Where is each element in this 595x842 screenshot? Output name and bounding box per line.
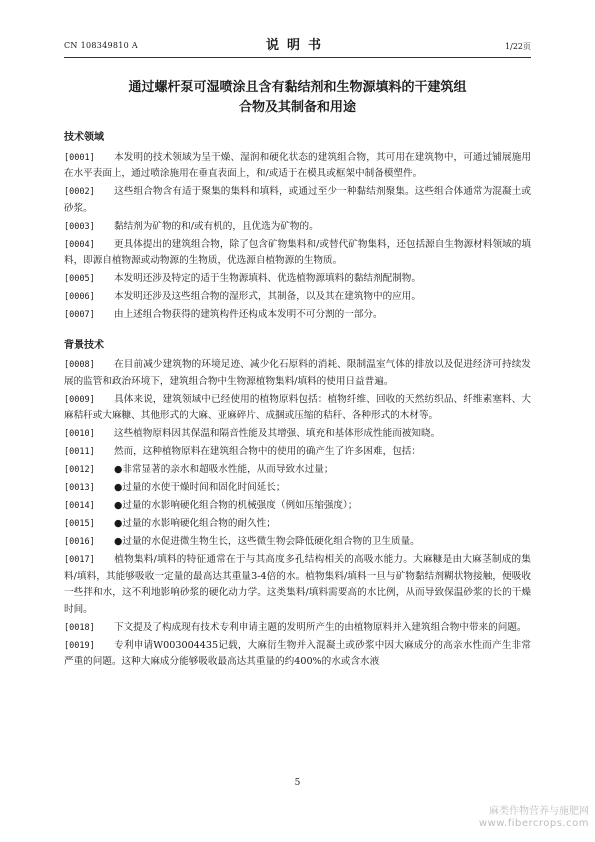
page-header: [64, 34, 531, 54]
paragraph-text: 本发明还涉及这些组合物的湿形式，其制备，以及其在建筑物中的应用。: [114, 291, 421, 302]
paragraph-number: [0005]: [64, 274, 95, 284]
paragraph-text: 本发明的技术领域为呈干燥、湿润和硬化状态的建筑组合物，其可用在建筑物中，可通过铺展施用在水平表面上，通过喷涂施用在垂直表面上，和/或适于在模具或框架中制备模塑件。: [64, 151, 531, 179]
paragraph-text: 这些植物原料因其保温和隔音性能及其增强、填充和基体形成性能而被知晓。: [114, 428, 441, 439]
paragraph-text: ●过量的水影响硬化组合物的耐久性；: [114, 518, 276, 529]
publication-number: CN 108349810 A: [64, 41, 138, 50]
paragraph-text: 然而，这种植物原料在建筑组合物中的使用的确产生了许多困难，包括：: [114, 446, 421, 457]
paragraph: [64, 150, 531, 183]
paragraph-text: 植物集料/填料的特征通常在于与其高度多孔结构相关的高吸水能力。大麻糠是由大麻茎制成的集料/填料，其能够吸收一定量的最高达其重量3-4倍的水。植物集料/填料一旦与矿物黏结剂糊状物接触，便吸收一些拌和水，这不利地影响砂浆的硬化动力学。这类集料/填料需要高的水比例，从而导致保温砂浆的长的干燥时间。: [64, 554, 531, 615]
invention-title: [64, 78, 531, 118]
paragraph-number: [0004]: [64, 239, 95, 250]
paragraph-number: [0012]: [64, 465, 95, 475]
paragraph-number: [0007]: [64, 310, 95, 320]
watermark-url: www.fibercrops.com: [478, 818, 589, 829]
paragraph-number: [0016]: [64, 537, 95, 547]
paragraph: [64, 237, 531, 270]
paragraph: [64, 219, 531, 236]
page-count: 1/22页: [505, 42, 531, 51]
paragraph-number: [0013]: [64, 483, 95, 493]
paragraph-number: [0006]: [64, 292, 95, 302]
paragraph: [64, 271, 531, 288]
paragraph-number: [0002]: [64, 187, 95, 197]
paragraph: [64, 289, 531, 306]
paragraph-number: [0001]: [64, 152, 95, 163]
paragraph: [64, 307, 531, 324]
paragraph-text: 由上述组合物获得的建筑构件还构成本发明不可分割的一部分。: [114, 309, 383, 320]
paragraph-number: [0019]: [64, 640, 95, 651]
paragraph-text: 在目前减少建筑物的环境足迹、减少化石原料的消耗、限制温室气体的排放以及促进经济可持续发展的监管和政治环境下，建筑组合物中生物源植物集料/填料的使用日益普遍。: [64, 359, 531, 387]
section-heading-background-art: 背景技术: [64, 339, 104, 351]
paragraph: [64, 620, 531, 637]
document-body: [64, 130, 531, 672]
paragraph: [64, 480, 531, 497]
paragraph: [64, 516, 531, 533]
paragraph: [64, 357, 531, 390]
paragraph: [64, 498, 531, 515]
section-heading-technical-field: 技术领域: [64, 132, 104, 143]
invention-title-line1: 通过螺杆泵可湿喷涂且含有黏结剂和生物源填料的干建筑组: [128, 80, 467, 95]
watermark-site-name: 麻类作物营养与施肥网: [489, 806, 589, 817]
paragraph: [64, 552, 531, 618]
paragraph-number: [0015]: [64, 519, 95, 529]
paragraph-text: ●非常显著的亲水和超吸水性能，从而导致水过量；: [114, 464, 334, 475]
paragraph: [64, 444, 531, 461]
page-number: 5: [294, 778, 301, 788]
invention-title-line2: 合物及其制备和用途: [238, 100, 356, 115]
paragraph-text: 更具体提出的建筑组合物，除了包含矿物集料和/或替代矿物集料，还包括源自生物源材料领域的填料，即源自植物源或动物源的生物质，优选源自植物源的生物质。: [64, 238, 531, 266]
document-type-title: 说明书: [265, 38, 329, 53]
paragraph: [64, 184, 531, 217]
watermark: [479, 806, 589, 830]
paragraph-text: 下文提及了构成现有技术专利申请主题的发明所产生的由植物原料并入建筑组合物中带来的问题。: [114, 621, 527, 633]
paragraph-text: 具体来说，建筑领域中已经使用的植物原料包括：植物纤维、回收的天然纺织品、纤维素塞料、大麻秸秆或大麻糠、其他形式的大麻、亚麻碎片、成捆或压缩的秸秆、各种形式的木材等。: [64, 393, 531, 421]
paragraph-number: [0011]: [64, 447, 95, 457]
paragraph-number: [0003]: [64, 221, 95, 232]
paragraph-number: [0010]: [64, 429, 95, 439]
paragraph: [64, 392, 531, 425]
paragraph: [64, 462, 531, 479]
paragraph-text: ●过量的水影响硬化组合物的机械强度（例如压缩强度）；: [114, 500, 358, 511]
header-divider: [64, 57, 531, 58]
paragraph-number: [0009]: [64, 394, 95, 405]
paragraph-text: 黏结剂为矿物的和/或有机的，且优选为矿物的。: [114, 220, 319, 232]
paragraph-text: 本发明还涉及特定的适于生物源填料、优选植物源填料的黏结剂配制物。: [114, 273, 421, 284]
paragraph-number: [0014]: [64, 501, 95, 511]
paragraph: [64, 638, 531, 671]
paragraph-number: [0008]: [64, 360, 95, 370]
paragraph-text: ●过量的水使干燥时间和固化时间延长；: [114, 482, 286, 493]
paragraph-text: 这些组合物含有适于聚集的集料和填料，或通过至少一种黏结剂聚集。这些组合体通常为混凝土或砂浆。: [64, 186, 531, 214]
paragraph-text: ●过量的水促进微生物生长，这些微生物会降低硬化组合物的卫生质量。: [114, 536, 420, 547]
paragraph-text: 专利申请W003004435记载，大麻衍生物并入混凝土或砂浆中因大麻成分的高亲水性而产生非常严重的问题。这种大麻成分能够吸收最高达其重量的约400%的水或含水液: [64, 639, 531, 667]
paragraph-number: [0018]: [64, 622, 95, 633]
paragraph: [64, 534, 531, 551]
paragraph: [64, 426, 531, 443]
paragraph-number: [0017]: [64, 555, 95, 565]
